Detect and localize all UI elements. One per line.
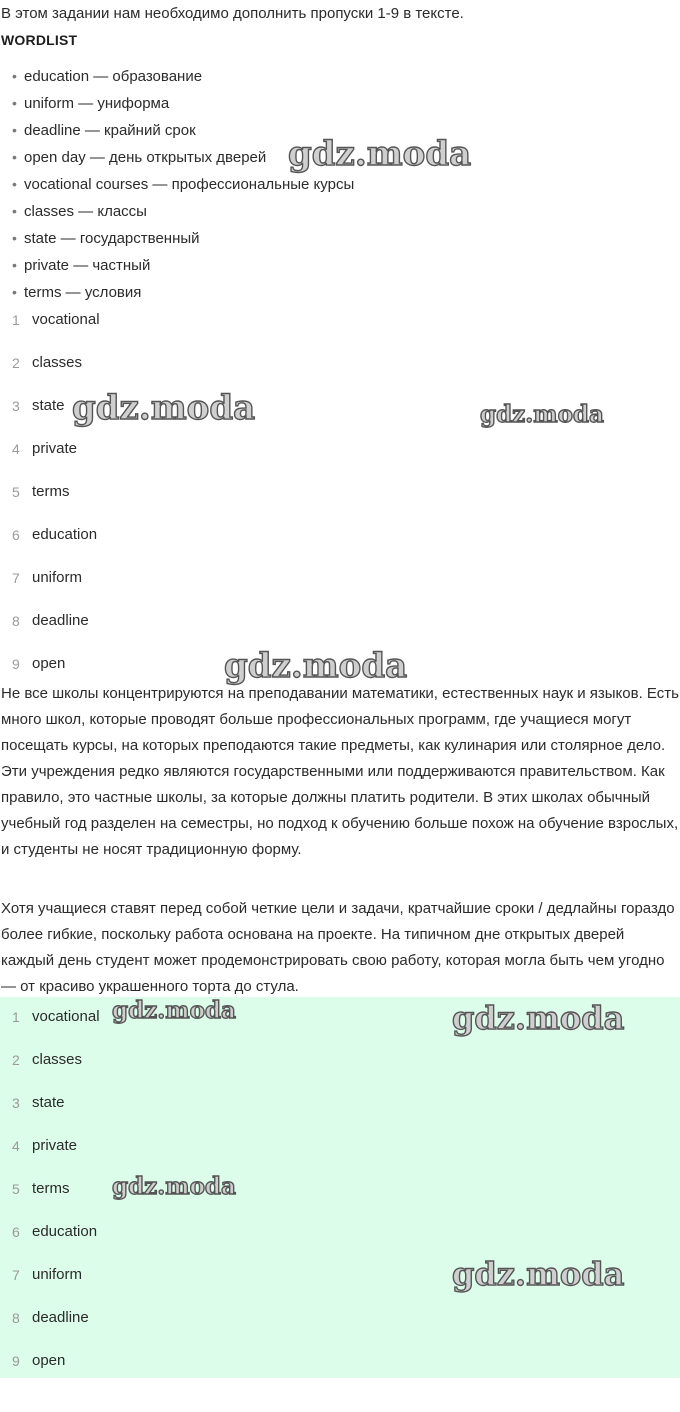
answer-number: 4: [12, 441, 20, 457]
answer-word: classes: [32, 354, 83, 371]
bullet-icon: •: [12, 284, 17, 300]
answer-highlight-block: [0, 997, 680, 1378]
answer-word: open: [32, 655, 66, 672]
bullet-icon: •: [12, 203, 17, 219]
answer-word: terms: [32, 483, 70, 500]
answer-word: uniform: [32, 1266, 83, 1283]
answer-word: state: [32, 397, 65, 414]
watermark-logo: gdz.moda: [224, 646, 408, 686]
paragraph-1: Не все школы концентрируются на преподавании математики, естественных наук и языков. Есть много школ, которые проводят больше профессиональных программ, где учащиеся могут посещать курсы, на которых преподаются такие предметы, как кулинария или столярное дело. Эти учреждения редко являются государственными или поддерживаются правительством. Как правило, это частные школы, за которые должны платить родители. В этих школах обычный учебный год разделен на семестры, но подход к обучению больше похож на обучение взрослых, и студенты не носят традиционную форму.: [1, 685, 679, 858]
wordlist-item: • private — частный: [12, 257, 151, 274]
answer-number: 8: [12, 1310, 20, 1326]
watermark-logo: gdz.moda: [288, 134, 472, 174]
task-intro: В этом задании нам необходимо дополнить пропуски 1-9 в тексте.: [1, 5, 464, 22]
answer-word: deadline: [32, 612, 89, 629]
answer-word: state: [32, 1094, 65, 1111]
answer-number: 3: [12, 398, 20, 414]
wordlist-item: • uniform — униформа: [12, 95, 170, 112]
answer-number: 1: [12, 312, 20, 328]
answer-word: vocational: [32, 311, 100, 328]
bullet-icon: •: [12, 122, 17, 138]
bullet-icon: •: [12, 68, 17, 84]
answer-number: 2: [12, 355, 20, 371]
answer-number: 4: [12, 1138, 20, 1154]
wordlist-title: WORDLIST: [1, 32, 78, 48]
wordlist-item: • terms — условия: [12, 284, 142, 301]
watermark-logo: gdz.moda: [112, 997, 236, 1024]
wordlist-item: • vocational courses — профессиональные курсы: [12, 176, 355, 193]
answer-number: 9: [12, 1353, 20, 1369]
bullet-icon: •: [12, 257, 17, 273]
watermark-logo: gdz.moda: [112, 1173, 236, 1200]
bullet-icon: •: [12, 176, 17, 192]
watermark-logo: gdz.moda: [72, 388, 256, 428]
bullet-icon: •: [12, 230, 17, 246]
wordlist-item: • open day — день открытых дверей: [12, 149, 267, 166]
wordlist-item: • education — образование: [12, 68, 203, 85]
answer-word: classes: [32, 1051, 83, 1068]
answer-number: 7: [12, 570, 20, 586]
watermark-logo: gdz.moda: [452, 999, 625, 1037]
answer-word: education: [32, 1223, 98, 1240]
answer-word: uniform: [32, 569, 83, 586]
answer-number: 9: [12, 656, 20, 672]
answer-word: private: [32, 440, 78, 457]
answer-word: terms: [32, 1180, 70, 1197]
answer-word: deadline: [32, 1309, 89, 1326]
answer-number: 6: [12, 527, 20, 543]
wordlist-item: • deadline — крайний срок: [12, 122, 196, 139]
watermark-logo: gdz.moda: [452, 1255, 625, 1293]
answer-word: open: [32, 1352, 66, 1369]
bullet-icon: •: [12, 95, 17, 111]
wordlist-item: • state — государственный: [12, 230, 200, 247]
answer-number: 8: [12, 613, 20, 629]
answer-word: vocational: [32, 1008, 100, 1025]
answer-number: 2: [12, 1052, 20, 1068]
bullet-icon: •: [12, 149, 17, 165]
answer-number: 1: [12, 1009, 20, 1025]
answer-number: 5: [12, 1181, 20, 1197]
answer-number: 3: [12, 1095, 20, 1111]
wordlist: [12, 66, 354, 309]
answer-number: 6: [12, 1224, 20, 1240]
paragraph-2: Хотя учащиеся ставят перед собой четкие цели и задачи, кратчайшие сроки / дедлайны гораздо более гибкие, поскольку работа основана на проекте. На типичном дне открытых дверей каждый день студент может продемонстрировать свою работу, которая могла быть чем угодно — от красиво украшенного торта до стула.: [1, 900, 675, 995]
answer-number: 7: [12, 1267, 20, 1283]
answer-word: education: [32, 526, 98, 543]
answer-number: 5: [12, 484, 20, 500]
wordlist-item: • classes — классы: [12, 203, 147, 220]
answer-word: private: [32, 1137, 78, 1154]
watermark-logo: gdz.moda: [480, 401, 604, 428]
